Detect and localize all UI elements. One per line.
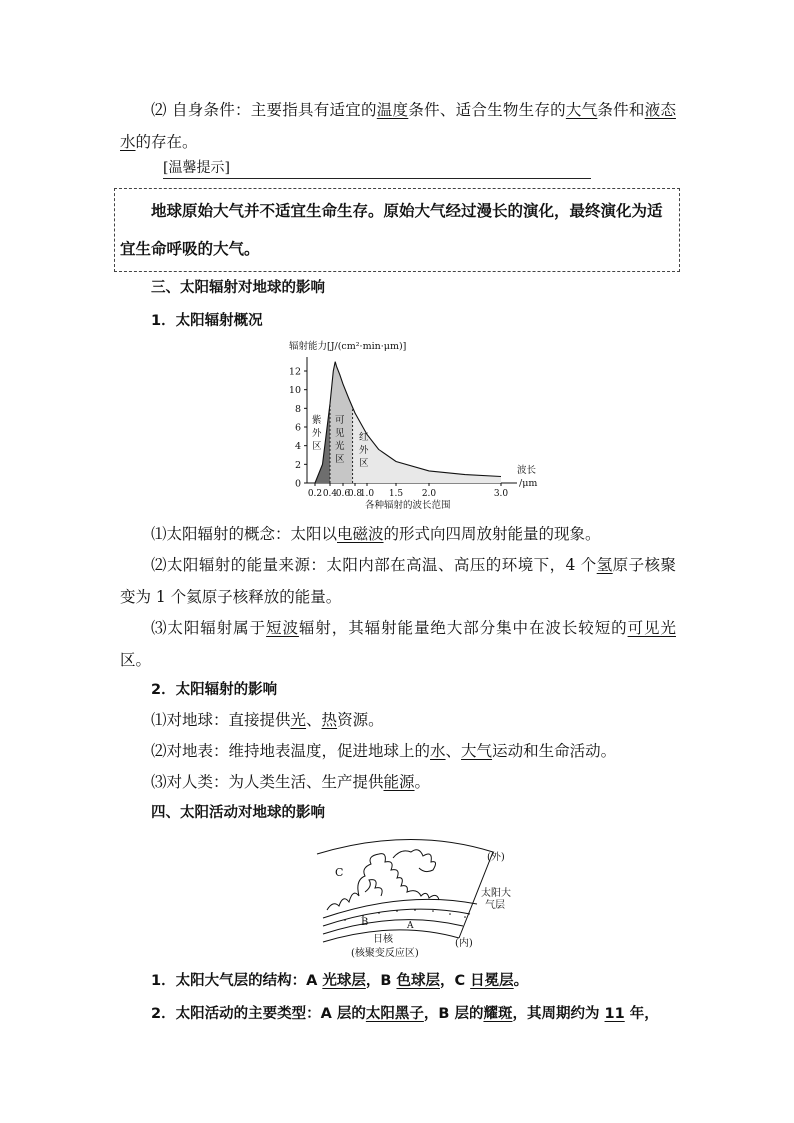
text: 条件、适合生物生存的: [408, 101, 566, 119]
impact-surface: [120, 735, 676, 767]
text: ⑴对地球：直接提供: [151, 711, 291, 729]
y-tick-label: 0: [294, 478, 301, 490]
y-tick-label: 12: [288, 366, 301, 378]
text: 资源。: [337, 711, 384, 729]
x-tick-label: 1.0: [359, 489, 375, 499]
text: 1．太阳大气层的结构：A: [151, 973, 323, 989]
label-c: C: [335, 866, 344, 879]
vis-label-1: 可: [335, 415, 345, 426]
text: 2．太阳活动的主要类型：A 层的: [151, 1006, 366, 1022]
x-tick-label: 0.4: [322, 489, 338, 499]
energy-source-paragraph: [120, 549, 676, 613]
answer-sunspot: 太阳黑子: [365, 1006, 424, 1022]
uv-label-2: 外: [312, 428, 322, 439]
photosphere-top: [323, 899, 477, 918]
text: ⑶太阳辐射属于: [151, 619, 267, 637]
text: ，C: [439, 973, 471, 989]
answer-corona: 日冕层: [470, 973, 514, 989]
text: ⑴太阳辐射的概念：太阳以: [151, 525, 338, 543]
text: 辐射，其辐射能量绝大部分集中在波长较短的: [298, 619, 628, 637]
x-tick-label: 0.2: [307, 489, 323, 499]
prominences-3: [365, 880, 382, 896]
label-core-sub: (核聚变反应区): [351, 948, 419, 959]
text: ⑵ 自身条件：主要指具有适宜的: [151, 101, 377, 119]
section-heading-solar-activity: 四、太阳活动对地球的影响: [151, 805, 325, 821]
solar-atmosphere-diagram: [305, 830, 525, 962]
text: 的存在。: [135, 133, 198, 151]
label-side-2: 气层: [485, 900, 505, 911]
x-tick-label: 1.5: [388, 489, 404, 499]
text: 区。: [120, 651, 152, 669]
answer-hydrogen: 氢: [596, 556, 613, 574]
x-axis-label-2: /μm: [519, 478, 538, 489]
x-tick-label: 2.0: [421, 489, 437, 499]
self-conditions-paragraph: [120, 94, 676, 158]
text: ⑶对人类：为人类生活、生产提供: [151, 773, 384, 791]
prominences-2: [393, 850, 436, 872]
x-tick-label: 0.6: [335, 489, 351, 499]
subheading-impacts: 2．太阳辐射的影响: [151, 682, 278, 698]
label-core: 日核: [373, 934, 393, 945]
answer-heat: 热: [321, 711, 338, 729]
ir-label-2: 外: [359, 445, 369, 456]
chart-title: 辐射能力[J/(cm²·min·μm)]: [289, 341, 407, 352]
answer-energy: 能源: [383, 773, 415, 791]
section-heading-solar-radiation: 三、太阳辐射对地球的影响: [151, 280, 325, 296]
answer-period: 11: [604, 1006, 625, 1022]
text: 。: [513, 973, 529, 989]
answer-air: 大气: [461, 742, 493, 760]
text: 。: [414, 773, 431, 791]
vis-label-2: 见: [335, 428, 345, 439]
solar-atmosphere-structure: [151, 970, 528, 992]
uv-label-3: 区: [312, 441, 322, 452]
outer-boundary: [317, 839, 493, 854]
x-tick-label: 3.0: [493, 489, 509, 499]
text: 的形式向四周放射能量的现象。: [383, 525, 601, 543]
tip-text: 地球原始大气并不适宜生命生存。原始大气经过漫长的演化，最终演化为适宜生命呼吸的大气。: [120, 202, 663, 258]
chart-caption: 各种辐射的波长范围: [365, 500, 451, 511]
y-tick-label: 4: [294, 441, 301, 453]
answer-em-wave: 电磁波: [337, 525, 384, 543]
ir-label-3: 区: [359, 458, 369, 469]
text: 原子核聚变为 1 个氦原子核释放的能量。: [120, 556, 676, 606]
answer-flare: 耀斑: [483, 1006, 513, 1022]
subheading-overview: 1．太阳辐射概况: [151, 313, 263, 329]
answer-shortwave: 短波: [266, 619, 299, 637]
label-inner: (内): [455, 938, 473, 949]
photosphere-bottom: [323, 920, 463, 934]
vis-label-4: 区: [335, 454, 345, 465]
answer-temperature: 温度: [376, 101, 409, 119]
y-tick-label: 2: [294, 459, 301, 471]
text: 、: [445, 742, 462, 760]
text: ，B: [365, 973, 397, 989]
vis-label-3: 光: [335, 441, 345, 452]
label-side-1: 太阳大: [481, 888, 511, 899]
label-b: B: [361, 917, 369, 928]
text: ，B 层的: [423, 1006, 484, 1022]
solar-activity-types: [151, 1003, 659, 1025]
prominences: [327, 854, 439, 910]
y-tick-label: 8: [294, 403, 301, 415]
impact-earth: [120, 704, 676, 736]
answer-photosphere: 光球层: [322, 973, 366, 989]
answer-light: 光: [290, 711, 307, 729]
x-tick-label: 0.8: [347, 489, 363, 499]
ir-label-1: 红: [359, 432, 369, 443]
label-outer: (外): [487, 852, 505, 863]
answer-liquid-water: 液态水: [120, 101, 676, 151]
text: ⑵太阳辐射的能量来源：太阳内部在高温、高压的环境下，4 个: [151, 556, 597, 574]
text: 运动和生命活动。: [492, 742, 617, 760]
impact-humans: [120, 766, 676, 798]
tip-label: [温馨提示]: [163, 158, 591, 179]
label-a: A: [407, 921, 414, 931]
text: 条件和: [597, 101, 645, 119]
answer-water: 水: [430, 742, 446, 760]
answer-atmosphere: 大气: [565, 101, 598, 119]
solar-radiation-chart: [285, 337, 545, 517]
answer-visible-light: 可见光: [627, 619, 676, 637]
text: ，其周期约为: [512, 1006, 605, 1022]
answer-chromosphere: 色球层: [396, 973, 440, 989]
text: 年，: [624, 1006, 659, 1022]
text: ⑵对地表：维持地表温度，促进地球上的: [151, 742, 431, 760]
radiation-concept-paragraph: [120, 518, 676, 550]
shortwave-paragraph: [120, 612, 676, 676]
x-axis-label-1: 波长: [517, 465, 537, 476]
y-tick-label: 10: [288, 385, 301, 397]
uv-label-1: 紫: [312, 415, 322, 426]
text: 、: [306, 711, 322, 729]
y-tick-label: 6: [294, 422, 301, 434]
